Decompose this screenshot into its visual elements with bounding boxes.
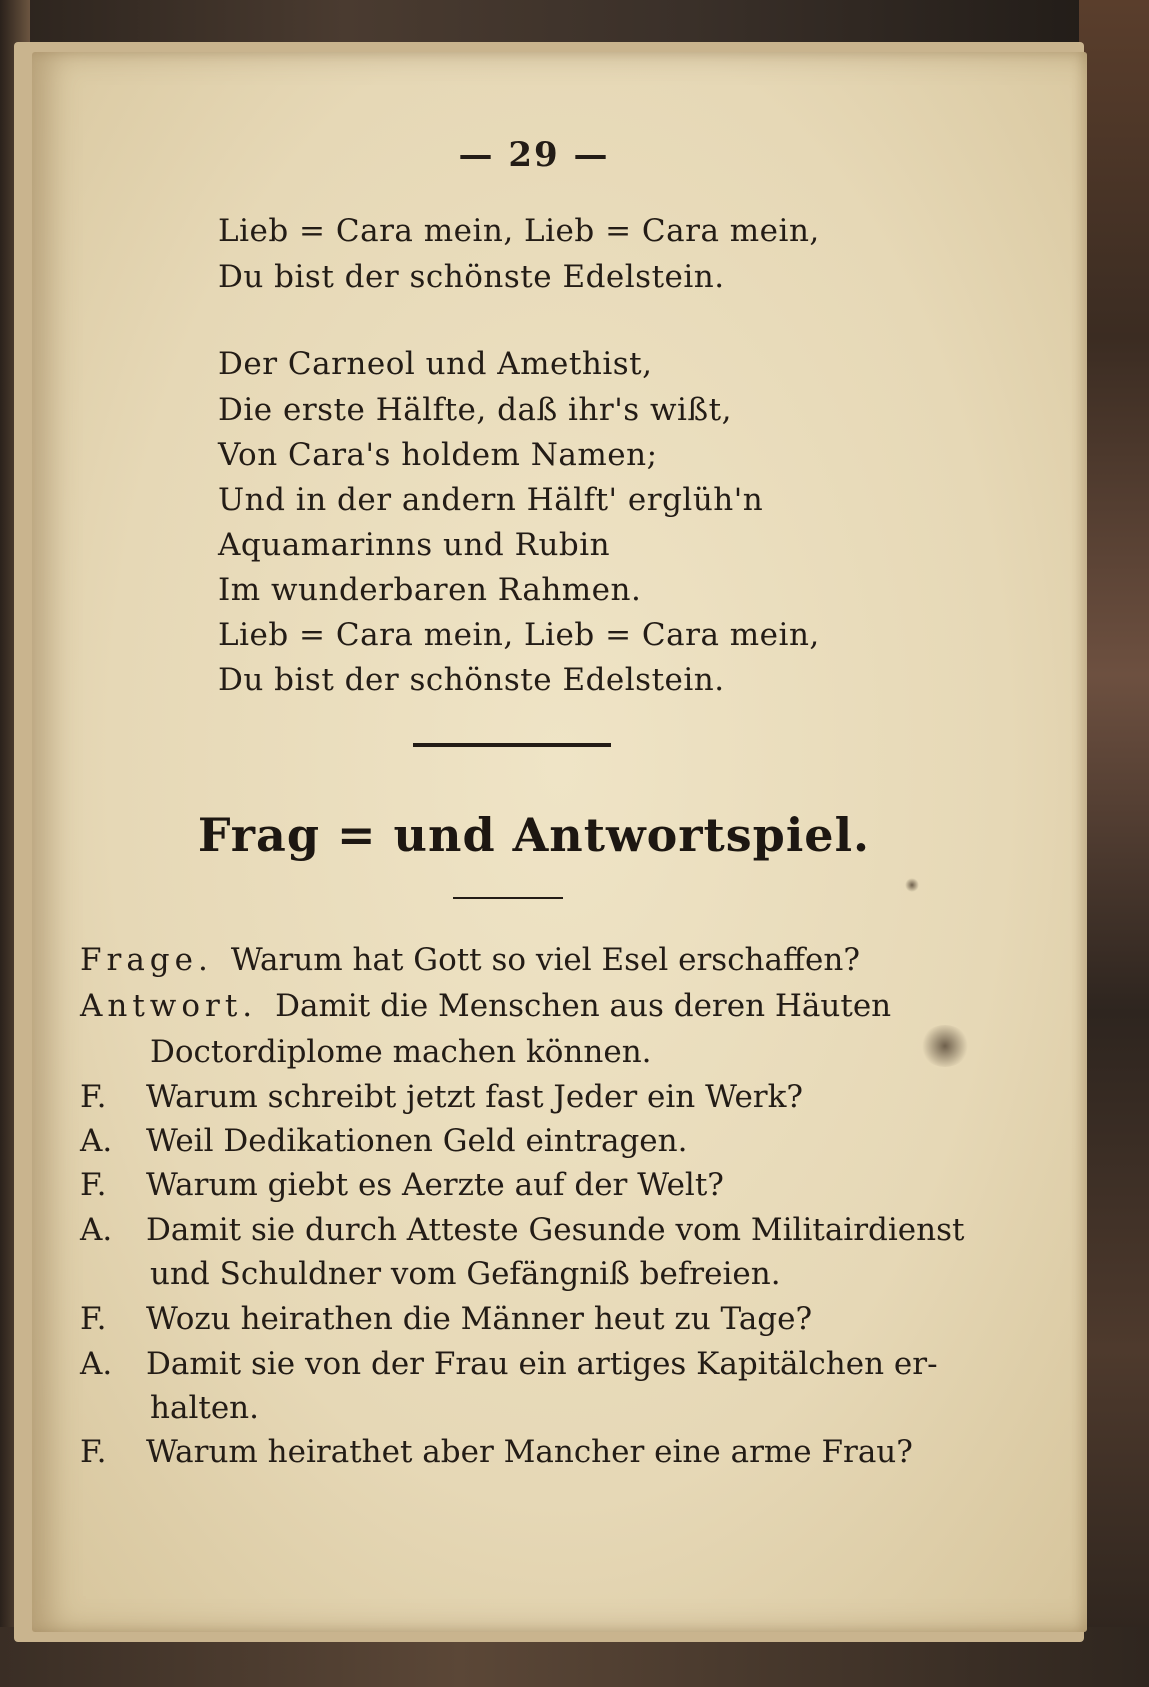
qa-marker: F. (80, 1301, 107, 1337)
qa-continuation: und Schuldner vom Gefängniß befreien. (150, 1256, 781, 1292)
poem-line: Der Carneol und Amethist, (218, 346, 653, 382)
qa-row (80, 988, 891, 1024)
qa-text: Damit sie von der Frau ein artiges Kapitälchen er- (146, 1346, 938, 1382)
poem-line: Du bist der schönste Edelstein. (218, 259, 725, 295)
qa-marker: Antwort. (80, 988, 258, 1024)
poem-line: Die erste Hälfte, daß ihr's wißt, (218, 392, 732, 428)
qa-row (80, 1301, 812, 1337)
section-divider (413, 743, 611, 747)
qa-continuation: halten. (150, 1390, 259, 1426)
poem-line: Aquamarinns und Rubin (218, 527, 611, 563)
qa-marker: A. (80, 1346, 113, 1382)
qa-continuation: Doctordiplome machen können. (150, 1034, 652, 1070)
qa-row (80, 942, 860, 978)
qa-text: Warum hat Gott so viel Esel erschaffen? (230, 942, 860, 978)
poem-line: Von Cara's holdem Namen; (218, 437, 658, 473)
ink-stain (920, 1025, 970, 1067)
qa-text: Wozu heirathen die Männer heut zu Tage? (146, 1301, 813, 1337)
qa-marker: F. (80, 1434, 107, 1470)
poem-line: Und in der andern Hälft' erglüh'n (218, 482, 764, 518)
poem-line: Lieb = Cara mein, Lieb = Cara mein, (218, 617, 820, 653)
qa-text: Warum giebt es Aerzte auf der Welt? (146, 1167, 724, 1203)
qa-marker: A. (80, 1123, 113, 1159)
qa-row (80, 1212, 964, 1248)
qa-marker: Frage. (80, 942, 213, 978)
heading-divider (453, 897, 563, 899)
ink-spot (905, 878, 919, 892)
qa-text: Warum heirathet aber Mancher eine arme Frau? (146, 1434, 913, 1470)
section-heading: Frag = und Antwortspiel. (197, 808, 871, 862)
qa-text: Damit sie durch Atteste Gesunde vom Militairdienst (146, 1212, 965, 1248)
qa-row (80, 1123, 687, 1159)
qa-marker: F. (80, 1079, 107, 1115)
qa-row (80, 1167, 724, 1203)
qa-text: Weil Dedikationen Geld eintragen. (146, 1123, 688, 1159)
qa-row (80, 1346, 938, 1382)
qa-marker: F. (80, 1167, 107, 1203)
qa-text: Warum schreibt jetzt fast Jeder ein Werk? (146, 1079, 804, 1115)
qa-marker: A. (80, 1212, 113, 1248)
poem-line: Im wunderbaren Rahmen. (218, 572, 642, 608)
qa-text: Damit die Menschen aus deren Häuten (275, 988, 892, 1024)
poem-line: Du bist der schönste Edelstein. (218, 662, 725, 698)
qa-row (80, 1434, 913, 1470)
book-cover-right (1079, 0, 1149, 1687)
qa-row (80, 1079, 803, 1115)
page-number: — 29 — (458, 135, 610, 175)
poem-line: Lieb = Cara mein, Lieb = Cara mein, (218, 213, 820, 249)
